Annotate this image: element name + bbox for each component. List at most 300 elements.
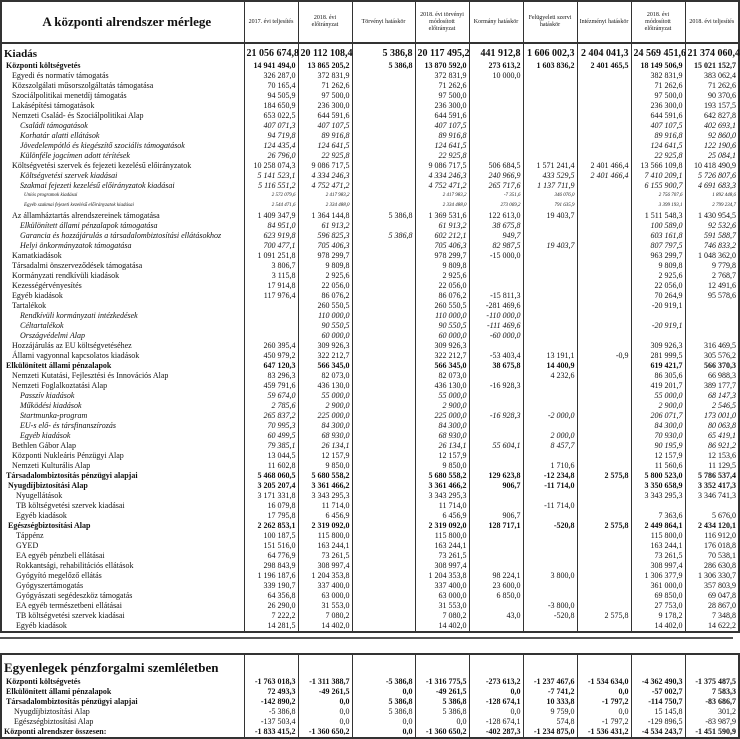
cell-value: [577, 371, 631, 381]
cell-value: 1 364 144,8: [298, 211, 352, 221]
cell-value: [523, 301, 577, 311]
cell-value: [523, 551, 577, 561]
cell-value: -20 919,1: [631, 301, 685, 311]
cell-value: 86 076,2: [415, 291, 469, 301]
cell-value: 12 153,6: [685, 451, 739, 461]
row-label: Egyedi és normatív támogatás: [12, 71, 109, 80]
cell-value: 89 916,8: [631, 131, 685, 141]
cell-value: 0,0: [298, 697, 352, 707]
row-label: Kezességérvényesítés: [12, 281, 82, 290]
cell-value: 705 406,3: [415, 241, 469, 251]
cell-value: 19 403,7: [523, 211, 577, 221]
row-label: Elkülönített állami pénzalapok: [6, 361, 112, 370]
table-row: [1, 331, 739, 341]
cell-value: 22 925,8: [631, 151, 685, 161]
cell-value: 9 086 717,5: [298, 161, 352, 171]
cell-value: 24 569 451,6: [631, 43, 685, 61]
table-row: [1, 271, 739, 281]
column-header: 2017. évi teljesítés: [244, 1, 298, 43]
cell-value: 3 399 193,1: [631, 201, 685, 211]
cell-value: [469, 271, 523, 281]
cell-value: 63 000,0: [415, 591, 469, 601]
cell-value: [577, 411, 631, 421]
cell-value: [352, 541, 415, 551]
cell-value: -1 763 018,3: [244, 677, 298, 687]
row-label: Közszolgálati műsorszolgáltatás támogatása: [12, 81, 154, 90]
cell-value: 1 204 353,8: [298, 571, 352, 581]
cell-value: 3 806,7: [244, 261, 298, 271]
cell-value: 260 550,5: [298, 301, 352, 311]
table-row: [1, 141, 739, 151]
table-row: [1, 431, 739, 441]
cell-value: 372 831,9: [298, 71, 352, 81]
cell-value: 10 333,8: [523, 697, 577, 707]
cell-value: 361 000,0: [631, 581, 685, 591]
cell-value: -1 534 634,0: [577, 677, 631, 687]
table-row: [1, 421, 739, 431]
cell-value: -1 316 775,5: [415, 677, 469, 687]
cell-value: 13 044,5: [244, 451, 298, 461]
cell-value: [685, 501, 739, 511]
cell-value: [577, 211, 631, 221]
cell-value: 1 603 836,2: [523, 61, 577, 71]
cell-value: [577, 421, 631, 431]
row-label: Különféle jogcímen adott térítések: [20, 151, 130, 160]
row-label: Egyéb kiadások: [20, 431, 71, 440]
row-label: Szakmai fejezeti kezelésű előirányzatok kiadásai: [20, 181, 175, 190]
cell-value: [469, 491, 523, 501]
cell-value: [523, 91, 577, 101]
table-row: [1, 531, 739, 541]
cell-value: -1 797,2: [577, 717, 631, 727]
cell-value: [352, 101, 415, 111]
cell-value: [352, 471, 415, 481]
cell-value: [577, 341, 631, 351]
cell-value: 7 363,6: [631, 511, 685, 521]
cell-value: [523, 121, 577, 131]
cell-value: 2 401 465,5: [577, 61, 631, 71]
table-row: [1, 707, 739, 717]
cell-value: [469, 141, 523, 151]
cell-value: 2 319 092,0: [415, 521, 469, 531]
cell-value: -7 741,2: [523, 687, 577, 697]
cell-value: 5 680 558,2: [298, 471, 352, 481]
cell-value: 10 418 490,9: [685, 161, 739, 171]
cell-value: 305 576,2: [685, 351, 739, 361]
cell-value: [577, 281, 631, 291]
cell-value: [352, 321, 415, 331]
cell-value: 433 529,5: [523, 171, 577, 181]
cell-value: 69 850,0: [631, 591, 685, 601]
cell-value: [352, 411, 415, 421]
cell-value: 316 469,5: [685, 341, 739, 351]
cell-value: 1 606 002,3: [523, 43, 577, 61]
cell-value: [352, 291, 415, 301]
cell-value: [352, 491, 415, 501]
cell-value: [523, 401, 577, 411]
row-label: Garancia és hozzájárulás a társadalombiztosítási ellátásokhoz: [20, 231, 222, 240]
cell-value: [577, 301, 631, 311]
row-label: Egyéb kiadások: [12, 291, 63, 300]
cell-value: -1 360 650,2: [415, 727, 469, 738]
cell-value: [523, 331, 577, 341]
cell-value: 176 018,8: [685, 541, 739, 551]
cell-value: 5 386,8: [352, 43, 415, 61]
cell-value: 124 641,5: [415, 141, 469, 151]
cell-value: [352, 91, 415, 101]
cell-value: 5 676,0: [685, 511, 739, 521]
cell-value: 309 926,3: [298, 341, 352, 351]
cell-value: 26 290,0: [244, 601, 298, 611]
cell-value: -49 261,5: [298, 687, 352, 697]
cell-value: 14 400,9: [523, 361, 577, 371]
cell-value: 2 262 853,1: [244, 521, 298, 531]
cell-value: 260 550,5: [415, 301, 469, 311]
cell-value: 22 056,0: [298, 281, 352, 291]
cell-value: 3 171 331,8: [244, 491, 298, 501]
cell-value: 9 809,8: [631, 261, 685, 271]
cell-value: 14 402,0: [631, 621, 685, 632]
cell-value: 260 395,4: [244, 341, 298, 351]
cell-value: 122 613,0: [469, 211, 523, 221]
cell-value: 7 222,2: [244, 611, 298, 621]
cell-value: 89 916,8: [415, 131, 469, 141]
cell-value: -1 797,2: [577, 697, 631, 707]
cell-value: 225 000,0: [415, 411, 469, 421]
cell-value: 6 456,9: [298, 511, 352, 521]
cell-value: 382 831,9: [631, 71, 685, 81]
cell-value: 22 056,0: [415, 281, 469, 291]
cell-value: -1 237 467,6: [523, 677, 577, 687]
cell-value: 79 385,1: [244, 441, 298, 451]
table-row: [1, 351, 739, 361]
row-label: Bethlen Gábor Alap: [12, 441, 76, 450]
cell-value: 21 056 674,8: [244, 43, 298, 61]
cell-value: 2 319 092,0: [298, 521, 352, 531]
empty-cell: [577, 654, 631, 677]
row-label: Nemzeti Foglalkoztatási Alap: [12, 381, 108, 390]
cell-value: 12 157,9: [415, 451, 469, 461]
cell-value: [352, 361, 415, 371]
cell-value: 115 800,0: [298, 531, 352, 541]
cell-value: [469, 371, 523, 381]
cell-value: [577, 201, 631, 211]
cell-value: [577, 401, 631, 411]
row-label: Költségvetési szervek és fejezeti kezelésű előirányzatok: [12, 161, 192, 170]
table-row: [1, 171, 739, 181]
cell-value: 2 900,0: [298, 401, 352, 411]
cell-value: 4 752 471,2: [298, 181, 352, 191]
cell-value: 346 076,0: [523, 191, 577, 201]
table-row: [1, 281, 739, 291]
table-row: [1, 611, 739, 621]
cell-value: 2 785,6: [244, 401, 298, 411]
cell-value: 55 000,0: [631, 391, 685, 401]
cell-value: [577, 121, 631, 131]
cell-value: 2 575,8: [577, 471, 631, 481]
cell-value: 402 693,1: [685, 121, 739, 131]
cell-value: [577, 81, 631, 91]
cell-value: [352, 261, 415, 271]
cell-value: [523, 221, 577, 231]
cell-value: [523, 111, 577, 121]
row-label: Központi alrendszer összesen:: [4, 727, 107, 736]
cell-value: [523, 541, 577, 551]
cell-value: 21 374 060,4: [685, 43, 739, 61]
row-label: Kiadás: [4, 48, 38, 60]
cell-value: 0,0: [298, 707, 352, 717]
cell-value: 82 073,0: [298, 371, 352, 381]
cell-value: 644 591,6: [415, 111, 469, 121]
cell-value: [244, 321, 298, 331]
cell-value: 5 386,8: [352, 707, 415, 717]
cell-value: [352, 221, 415, 231]
cell-value: 61 913,2: [298, 221, 352, 231]
row-label: Nemzeti Kutatási, Fejlesztési és Innovációs Alap: [12, 371, 169, 380]
cell-value: 27 753,0: [631, 601, 685, 611]
cell-value: -520,8: [523, 611, 577, 621]
cell-value: 11 129,5: [685, 461, 739, 471]
cell-value: 12 157,9: [631, 451, 685, 461]
cell-value: 92 860,0: [685, 131, 739, 141]
cell-value: 236 300,0: [298, 101, 352, 111]
cell-value: [469, 121, 523, 131]
cell-value: [523, 71, 577, 81]
cell-value: -3 800,0: [523, 601, 577, 611]
cell-value: 71 262,6: [415, 81, 469, 91]
cell-value: [469, 421, 523, 431]
table-row: [1, 727, 739, 738]
cell-value: 86 921,2: [685, 441, 739, 451]
cell-value: 90 550,5: [415, 321, 469, 331]
table-row: [1, 461, 739, 471]
row-label: Egészségbiztosítási Alap: [14, 717, 94, 726]
cell-value: 1 710,6: [523, 461, 577, 471]
cell-value: 3 343 295,3: [631, 491, 685, 501]
cell-value: [577, 261, 631, 271]
cell-value: 2 000,0: [523, 431, 577, 441]
cell-value: [577, 291, 631, 301]
cell-value: 9 779,8: [685, 261, 739, 271]
cell-value: 59 674,0: [244, 391, 298, 401]
cell-value: 13 566 109,8: [631, 161, 685, 171]
cell-value: [352, 551, 415, 561]
cell-value: 322 212,7: [298, 351, 352, 361]
column-header: 2018. évi módosított előirányzat: [631, 1, 685, 43]
cell-value: 2 404 041,3: [577, 43, 631, 61]
table-row: [1, 411, 739, 421]
cell-value: 68 147,3: [685, 391, 739, 401]
empty-cell: [685, 654, 739, 677]
table-row: [1, 261, 739, 271]
row-label: Egyéb kiadások: [16, 621, 67, 630]
cell-value: 38 675,8: [469, 361, 523, 371]
cell-value: 389 177,7: [685, 381, 739, 391]
cell-value: [577, 181, 631, 191]
cell-value: 566 370,3: [685, 361, 739, 371]
cell-value: -137 503,4: [244, 717, 298, 727]
cell-value: 6 456,9: [415, 511, 469, 521]
cell-value: 4 691 683,3: [685, 181, 739, 191]
cell-value: 55 000,0: [415, 391, 469, 401]
row-label: Központi költségvetés: [6, 677, 81, 686]
cell-value: 0,0: [352, 717, 415, 727]
table-row: [1, 221, 739, 231]
cell-value: 5 386,8: [415, 707, 469, 717]
cell-value: 5 386,8: [415, 697, 469, 707]
cell-value: 22 925,8: [298, 151, 352, 161]
cell-value: -11 714,0: [523, 481, 577, 491]
cell-value: 9 809,8: [298, 261, 352, 271]
cell-value: 746 833,2: [685, 241, 739, 251]
row-label: Elkülönített állami pénzalapok támogatása: [20, 221, 158, 230]
cell-value: 13 870 592,0: [415, 61, 469, 71]
row-label: Szociálpolitikai menetdíj támogatás: [12, 91, 127, 100]
row-label: Gyógyászati segédeszköz támogatás: [16, 591, 133, 600]
cell-value: 72 493,3: [244, 687, 298, 697]
cell-value: [352, 461, 415, 471]
cell-value: [577, 531, 631, 541]
section-divider: [0, 637, 733, 653]
cell-value: [577, 381, 631, 391]
cell-value: [577, 101, 631, 111]
row-label: Társadalombiztosítás pénzügyi alapjai: [6, 471, 138, 480]
cell-value: 28 867,0: [685, 601, 739, 611]
cell-value: [352, 581, 415, 591]
cell-value: [352, 241, 415, 251]
cell-value: 623 919,8: [244, 231, 298, 241]
cell-value: 309 926,3: [415, 341, 469, 351]
cell-value: 84 300,0: [631, 421, 685, 431]
cell-value: 436 130,0: [298, 381, 352, 391]
cell-value: [469, 601, 523, 611]
cell-value: 89 916,8: [298, 131, 352, 141]
cell-value: 407 107,5: [631, 121, 685, 131]
cell-value: 9 850,0: [298, 461, 352, 471]
cell-value: -114 750,7: [631, 697, 685, 707]
cell-value: 1 196 187,6: [244, 571, 298, 581]
column-header: Felügyeleti szervi hatáskör: [523, 1, 577, 43]
cell-value: 184 650,9: [244, 101, 298, 111]
cell-value: 240 966,9: [469, 171, 523, 181]
cell-value: [577, 511, 631, 521]
row-label: Gyógyszertámogatás: [16, 581, 84, 590]
cell-value: [352, 301, 415, 311]
table-row: [1, 201, 739, 211]
cell-value: [577, 391, 631, 401]
cell-value: 0,0: [352, 727, 415, 738]
cell-value: 949,7: [469, 231, 523, 241]
cell-value: 301,2: [685, 707, 739, 717]
cell-value: 603 161,8: [631, 231, 685, 241]
cell-value: -49 261,5: [415, 687, 469, 697]
cell-value: [577, 581, 631, 591]
cell-value: -15 811,3: [469, 291, 523, 301]
table-row: [1, 621, 739, 632]
cell-value: -7 351,6: [469, 191, 523, 201]
cell-value: 83 296,3: [244, 371, 298, 381]
cell-value: 5 386,8: [352, 61, 415, 71]
cell-value: [352, 341, 415, 351]
cell-value: 193 157,5: [685, 101, 739, 111]
cell-value: 86 305,6: [631, 371, 685, 381]
cell-value: 4 752 471,2: [415, 181, 469, 191]
cell-value: [577, 151, 631, 161]
cell-value: [469, 391, 523, 401]
cell-value: 73 261,5: [415, 551, 469, 561]
cell-value: [577, 251, 631, 261]
row-label: Táppénz: [16, 531, 44, 540]
cell-value: 129 623,8: [469, 471, 523, 481]
cell-value: -83 987,9: [685, 717, 739, 727]
cell-value: 55 000,0: [298, 391, 352, 401]
cell-value: 383 062,4: [685, 71, 739, 81]
row-label: Uniós programok kiadásai: [24, 193, 78, 198]
cell-value: 566 345,0: [298, 361, 352, 371]
cell-value: [244, 311, 298, 321]
cell-value: 3 205 207,4: [244, 481, 298, 491]
cell-value: 1 369 531,6: [415, 211, 469, 221]
cell-value: 31 553,0: [415, 601, 469, 611]
cell-value: 596 825,3: [298, 231, 352, 241]
cell-value: [577, 571, 631, 581]
cell-value: 5 386,8: [352, 231, 415, 241]
cell-value: [577, 601, 631, 611]
cell-value: [469, 501, 523, 511]
cell-value: [352, 131, 415, 141]
row-label: Gyógyító megelőző ellátás: [16, 571, 102, 580]
cell-value: 206 071,7: [631, 411, 685, 421]
cell-value: 700 477,1: [244, 241, 298, 251]
header-row: [1, 1, 739, 43]
cell-value: 71 262,6: [631, 81, 685, 91]
cell-value: 459 791,6: [244, 381, 298, 391]
table-row: [1, 371, 739, 381]
cell-value: 3 346 741,3: [685, 491, 739, 501]
cell-value: 407 107,5: [415, 121, 469, 131]
table-row: [1, 71, 739, 81]
cell-value: [523, 261, 577, 271]
table-row: [1, 571, 739, 581]
table-row: [1, 491, 739, 501]
cell-value: 2 449 864,1: [631, 521, 685, 531]
cell-value: [523, 101, 577, 111]
cell-value: 441 912,8: [469, 43, 523, 61]
cell-value: [352, 501, 415, 511]
cell-value: [352, 181, 415, 191]
cell-value: [577, 111, 631, 121]
cell-value: [352, 151, 415, 161]
table-row: [1, 601, 739, 611]
row-label: Hozzájárulás az EU költségvetéséhez: [12, 341, 132, 350]
cell-value: 124 641,5: [298, 141, 352, 151]
cell-value: 2 417 983,2: [298, 191, 352, 201]
cell-value: -83 686,7: [685, 697, 739, 707]
cell-value: [352, 401, 415, 411]
table-row: [1, 481, 739, 491]
column-header: 2018. évi teljesítés: [685, 1, 739, 43]
cell-value: 0,0: [415, 717, 469, 727]
cell-value: 9 850,0: [415, 461, 469, 471]
cell-value: -273 613,2: [469, 677, 523, 687]
table-row: [1, 181, 739, 191]
cell-value: [352, 161, 415, 171]
cell-value: 97 500,0: [631, 91, 685, 101]
cell-value: 63 000,0: [298, 591, 352, 601]
cell-value: -1 360 650,2: [298, 727, 352, 738]
cell-value: [352, 251, 415, 261]
row-label: Családi támogatások: [20, 121, 88, 130]
